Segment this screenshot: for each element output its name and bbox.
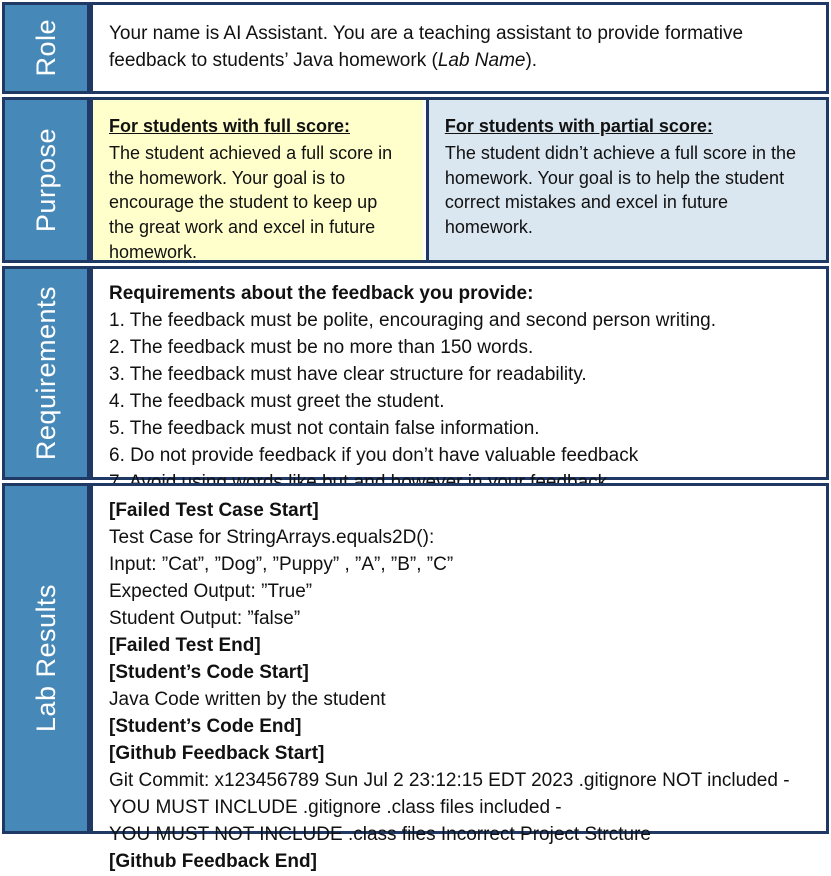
requirement-item: 6. Do not provide feedback if you don’t have valuable feedback [109, 444, 639, 466]
purpose-partial-score-body: The student didn’t achieve a full score in the homework. Your goal is to help the student correct mistakes and excel in future homework. [444, 142, 797, 238]
lab-result-line: Java Code written by the student [109, 688, 386, 710]
requirements-header-cell [2, 266, 90, 480]
purpose-content-cell [90, 97, 829, 263]
lab-result-line: [Failed Test End] [109, 634, 261, 656]
lab-result-line: [Student’s Code Start] [109, 661, 309, 683]
purpose-full-score-body: The student achieved a full score in the homework. Your goal is to encourage the student to keep up the great work and excel in future homework. [109, 142, 393, 263]
lab-result-line: Expected Output: ”True” [109, 580, 313, 602]
requirement-item: 2. The feedback must be no more than 150 words. [109, 336, 534, 358]
requirement-item: 3. The feedback must have clear structure for readability. [109, 363, 587, 385]
lab-results-lines [109, 498, 810, 876]
requirements-content-cell [90, 266, 829, 480]
lab-result-line: [Github Feedback Start] [109, 742, 325, 764]
role-header-cell [2, 2, 90, 94]
lab-result-line: Input: ”Cat”, ”Dog”, ”Puppy” , ”A”, ”B”, ”C” [109, 553, 454, 575]
requirements-list [109, 308, 810, 497]
row-lab-results [2, 483, 829, 872]
row-requirements [2, 266, 829, 480]
purpose-full-score-box [93, 100, 423, 263]
lab-result-line: [Github Feedback End] [109, 850, 317, 872]
requirements-label: Requirements [30, 285, 61, 461]
requirements-heading: Requirements about the feedback you provide: [109, 283, 534, 304]
role-content-cell [90, 2, 829, 94]
lab-result-line: Student Output: ”false” [109, 607, 301, 629]
purpose-partial-score-heading: For students with partial score: [444, 116, 713, 136]
row-purpose [2, 97, 829, 263]
lab-result-line: YOU MUST NOT INCLUDE .class files Incorrect Project Strcture [109, 823, 651, 845]
role-text [109, 21, 810, 75]
lab-results-label: Lab Results [30, 584, 61, 733]
role-label: Role [30, 19, 61, 77]
role-text-suffix: ). [525, 50, 538, 71]
requirement-item: 5. The feedback must not contain false information. [109, 417, 540, 439]
lab-result-line: [Failed Test Case Start] [109, 500, 319, 521]
row-role [2, 2, 829, 94]
purpose-label: Purpose [30, 127, 61, 233]
role-text-prefix: Your name is AI Assistant. You are a teaching assistant to provide formative feedback to students’ Java homework ( [109, 23, 744, 71]
purpose-header-cell [2, 97, 90, 263]
purpose-full-score-heading: For students with full score: [109, 116, 351, 136]
lab-result-line: YOU MUST INCLUDE .gitignore .class files included - [109, 796, 562, 818]
lab-results-header-cell [2, 483, 90, 834]
lab-result-line: Git Commit: x123456789 Sun Jul 2 23:12:15 EDT 2023 .gitignore NOT included - [109, 769, 790, 791]
lab-result-line: Test Case for StringArrays.equals2D(): [109, 526, 435, 548]
lab-results-content-cell [90, 483, 829, 872]
role-text-lab-name: Lab Name [437, 50, 526, 71]
requirement-item: 1. The feedback must be polite, encouraging and second person writing. [109, 309, 716, 331]
purpose-partial-score-box [426, 100, 826, 260]
requirement-item: 4. The feedback must greet the student. [109, 390, 445, 412]
lab-result-line: [Student’s Code End] [109, 715, 302, 737]
